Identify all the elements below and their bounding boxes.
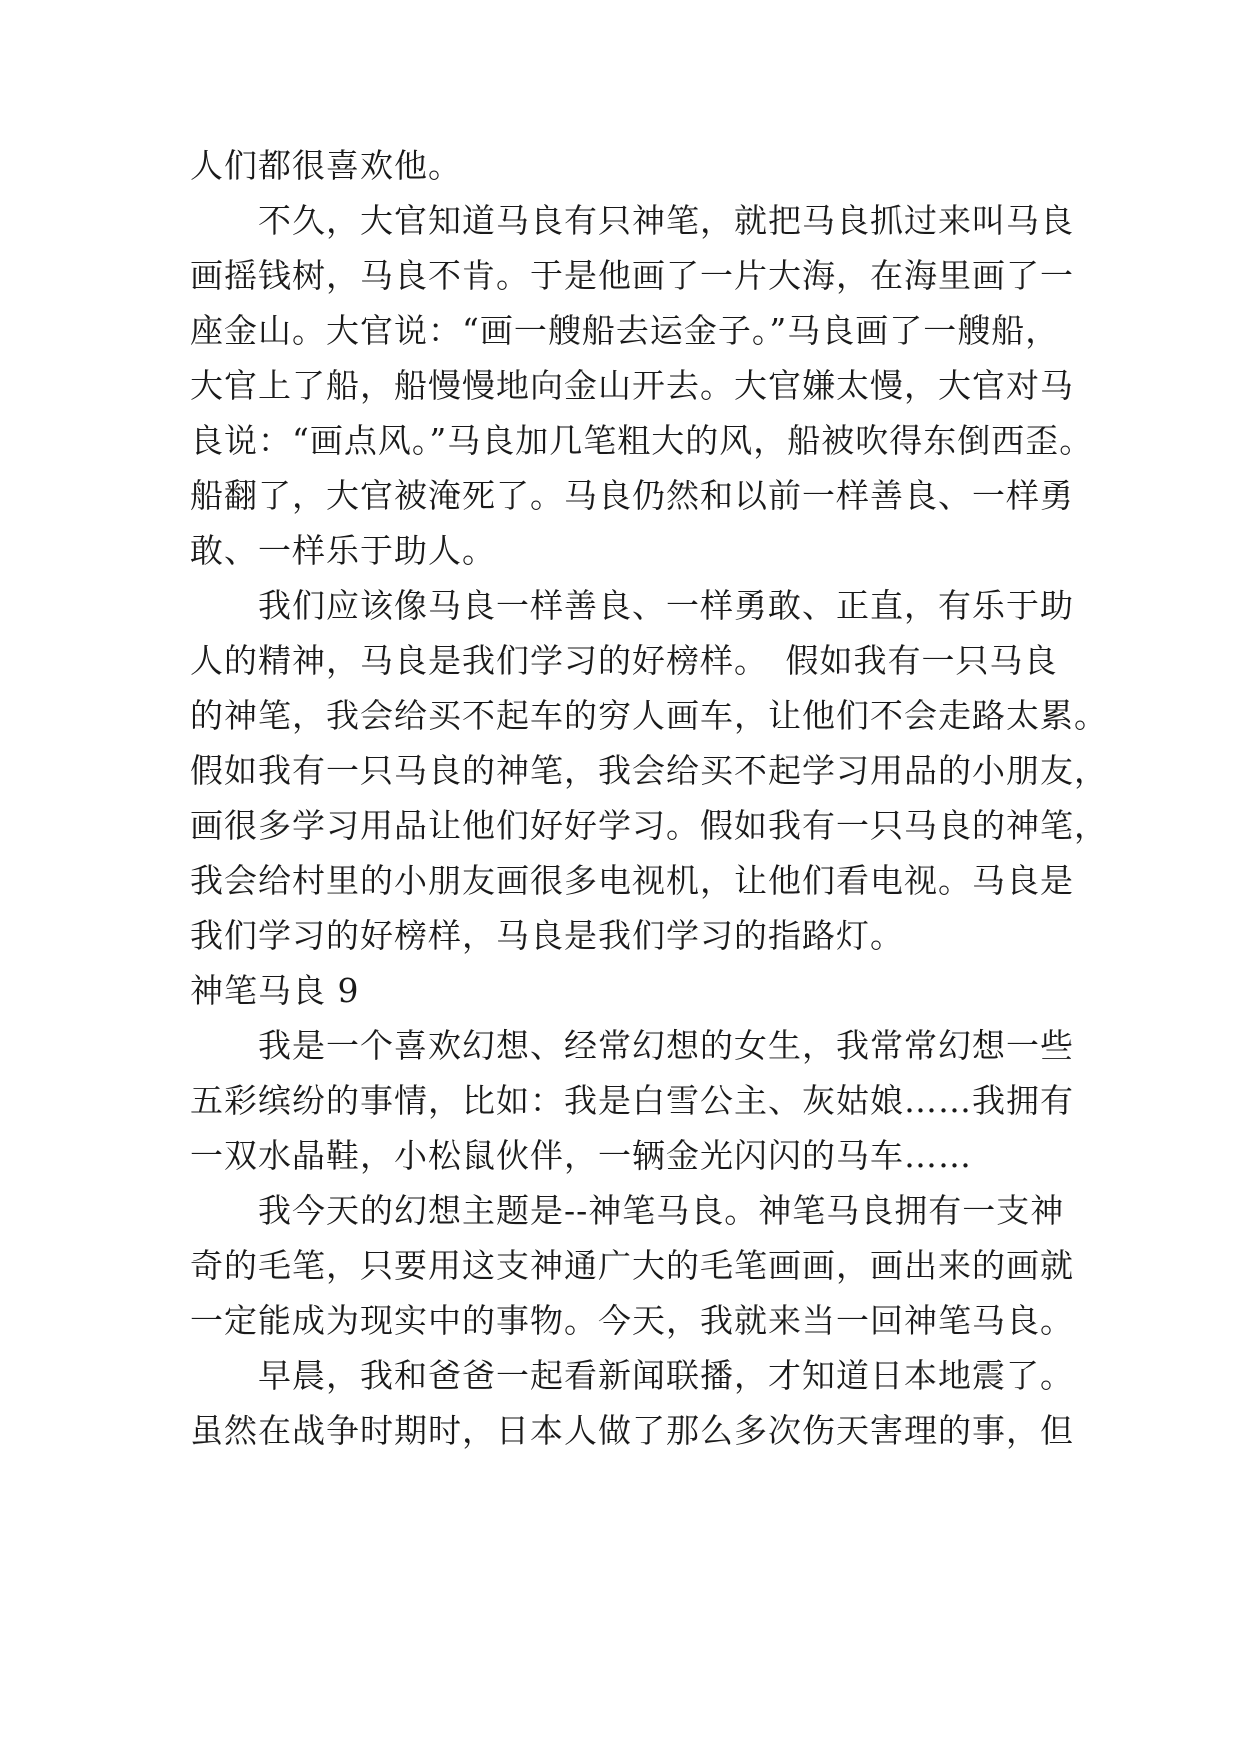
text-line: 画摇钱树，马良不肯。于是他画了一片大海，在海里画了一 [190, 256, 1074, 295]
text-line: 一定能成为现实中的事物。今天，我就来当一回神笔马良。 [190, 1301, 1074, 1340]
text-line: 一双水晶鞋，小松鼠伙伴，一辆金光闪闪的马车…… [190, 1136, 972, 1175]
text-line: 画很多学习用品让他们好好学习。假如我有一只马良的神笔， [190, 806, 1108, 845]
text-line: 我们学习的好榜样，马良是我们学习的指路灯。 [190, 916, 904, 955]
paragraph-line: 我们应该像马良一样善良、一样勇敢、正直，有乐于助 [258, 586, 1074, 625]
text-line: 五彩缤纷的事情，比如：我是白雪公主、灰姑娘……我拥有 [190, 1081, 1074, 1120]
text-line: 大官上了船，船慢慢地向金山开去。大官嫌太慢，大官对马 [190, 366, 1074, 405]
text-line: 敢、一样乐于助人。 [190, 531, 496, 570]
text-line: 人的精神，马良是我们学习的好榜样。 假如我有一只马良 [190, 641, 1058, 680]
text-line: 良说：“画点风。”马良加几笔粗大的风，船被吹得东倒西歪。 [190, 421, 1094, 460]
section-heading: 神笔马良 9 [190, 971, 360, 1010]
text-line: 奇的毛笔，只要用这支神通广大的毛笔画画，画出来的画就 [190, 1246, 1074, 1285]
paragraph-line: 我今天的幻想主题是--神笔马良。神笔马良拥有一支神 [258, 1191, 1065, 1230]
text-line: 我会给村里的小朋友画很多电视机，让他们看电视。马良是 [190, 861, 1074, 900]
text-line: 虽然在战争时期时，日本人做了那么多次伤天害理的事，但 [190, 1411, 1074, 1450]
text-line: 船翻了，大官被淹死了。马良仍然和以前一样善良、一样勇 [190, 476, 1074, 515]
paragraph-line: 不久，大官知道马良有只神笔，就把马良抓过来叫马良 [258, 201, 1074, 240]
text-line: 座金山。大官说：“画一艘船去运金子。”马良画了一艘船， [190, 311, 1060, 350]
text-line: 人们都很喜欢他。 [190, 146, 462, 185]
text-line: 的神笔，我会给买不起车的穷人画车，让他们不会走路太累。 [190, 696, 1108, 735]
text-line: 假如我有一只马良的神笔，我会给买不起学习用品的小朋友， [190, 751, 1108, 790]
paragraph-line: 我是一个喜欢幻想、经常幻想的女生，我常常幻想一些 [258, 1026, 1074, 1065]
paragraph-line: 早晨，我和爸爸一起看新闻联播，才知道日本地震了。 [258, 1356, 1074, 1395]
